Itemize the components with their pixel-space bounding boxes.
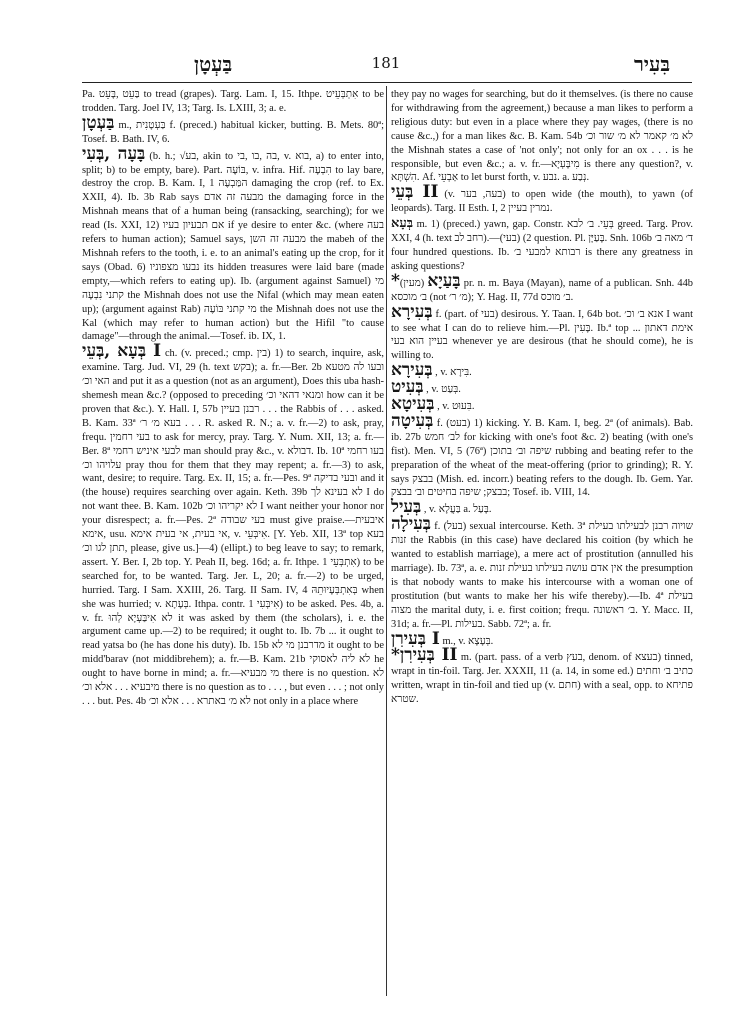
page-number: 181 xyxy=(371,54,401,72)
dictionary-entry xyxy=(391,410,694,500)
dictionary-entry xyxy=(82,341,385,709)
entry-headword: בְּעִיט xyxy=(391,377,424,398)
left-column xyxy=(82,88,384,710)
entry-headword: בְּעָא ,בְּעֵי I xyxy=(82,341,162,362)
entry-headword: בְּעִירָא xyxy=(391,301,433,322)
dictionary-entry xyxy=(391,514,694,631)
dictionary-entry xyxy=(391,377,693,398)
entry-headword: בְּעֵי II xyxy=(391,182,439,203)
entry-headword: בְּעִילָה xyxy=(391,514,432,535)
dictionary-entry xyxy=(391,182,693,216)
entry-text: m. (part. pass. of a verb בעץ, denom. of בעצא) tinned, wrapt in tin-foil. Targ. Jer. XXXII, 11 (a. 14, in some ed.) כתיב ב׳ וחתים written, wrapt in tin-foil and tied up (v. חתם) with a seal, opp. to פתיחא שטרא. xyxy=(391,652,693,706)
dictionary-entry xyxy=(82,88,384,116)
dictionary-entry xyxy=(391,394,693,415)
entry-text: f. (בעט) 1) kicking. Y. B. Kam. I, beg. 2ª (of animals). Bab. ib. 27b לב׳ חמש for kicking with one's foot &c. 2) beating (with one's fist). Men. VI, 5 (76ª) שיפה וב׳ בתוכן rubbing and beating refer to the preparation of the wheat of the meat-offering (prior to grinding); R. Y. says בבצק (Mish. ed. incorr.) beating refers to the dough. Ib. Gem. Yar. בבצק; שיפה בחיטים וב׳ בבצק; Tosef. ib. VIII, 14. xyxy=(391,417,694,499)
entry-text: (מעין) pr. n. m. Baya (Mayan), name of a publican. Snh. 44b ב׳ מוכסא (not מ׳ ר׳); Y. Hag. II, 77d ב׳ מוכס. xyxy=(391,277,693,303)
entry-text: , v. בַּעֲלָא a. בָּעַל. xyxy=(423,504,492,516)
column-divider xyxy=(386,86,387,996)
entry-text: (b. h.; √בע, akin to בה ,בו ,בי, v. בוא, a) to enter into, split; b) to be empty, bare). Part. בּוֹעֶה, v. infra. Hif. הִבְעָה to lay bare, destroy the crop. B. Kam. I, 1 המַּבְעֶה damaging the crop (ref. to Ex. XXII, 4). Ib. 3b Rab says מבעה זה אדם the damaging force in the Mishnah means that of a human being (ransacking, searching); for we read (Is. XXI, 12) אם תבעיון בעיו if ye desire to enter &c. (where בעה refers to human action); Samuel says, מבעה זה השן the mabeh of the Mishnah refers to the tooth, i. e. to an animal's eating up the crop, for it says (Obad. 6) נבעו מצפוניו its hidden treasures were laid bare (made empty,—which refers to eating up). Ib. (argument against Samuel) מי קתני נִבְעָה the Mishnah does not use the Nifal (which may mean eaten up); (argument against Rab) מי קתני בּוֹעֶה the Mishnah does not use the Kal (which may refer to human action) but the Hifil "to cause damage"—through the animal.—Tosef. ib. IX, 1. xyxy=(82,150,385,343)
entry-text: , v. בִּעוּט. xyxy=(437,401,475,413)
dictionary-entry xyxy=(391,88,693,185)
entry-text: m. 1) (preced.) yawn, gap. Constr. בְּעֵי. ב׳ לבא greed. Targ. Prov. XXI, 4 (h. text רחב לב).—2) (בעי) question. Pl. בָּעַיָּן. Snh. 106b ד׳ מאה ב׳ four hundred questions. Ib. רבותא למבעי ב׳ is there any greatness in asking questions? xyxy=(391,219,694,272)
entry-text: Pa. בַּעֵט ,בָּעֵט to tread (grapes). Targ. Lam. I, 15. Ithpe. אִתְבְּעֵיט to be trodden. Targ. Joel IV, 13; Targ. Is. LXIII, 3; a. e. xyxy=(82,89,384,114)
page-header xyxy=(82,52,690,76)
entry-text: , v. בְּעַט. xyxy=(426,384,461,396)
dictionary-entry xyxy=(391,497,693,518)
entry-text: m., v. בְּעָצָא. xyxy=(442,635,494,647)
dictionary-entry xyxy=(82,112,384,147)
entry-headword: בָּעָה ,בְּעִי xyxy=(82,143,146,164)
entry-headword: בְּעָא xyxy=(391,216,413,232)
entry-text: , v. בִּירָא. xyxy=(435,367,472,379)
entry-headword: בְּעִיטָא xyxy=(391,394,435,415)
entry-headword: בְּעִירָא xyxy=(391,360,433,381)
entry-headword: בְּעִיל xyxy=(391,497,422,518)
entry-headword: בְּעִיטָה xyxy=(391,410,434,431)
right-column xyxy=(391,88,693,708)
header-rule xyxy=(82,82,692,83)
entry-headword: *בָּעַיָא xyxy=(391,270,461,291)
entry-text: ch. (v. preced.; cmp. בין) 1) to search, inquire, ask, examine. Targ. Jud. VI, 29 (h. text בקש); a. fr.—Ber. 2b ובעו לה מטעא האי וכ׳ and put it as a question (not as an argument), Does this uba hash-shemesh mean &c.? (opposed to preceding ומנאי דהאי וכ׳ how can it be proven that &c.). Y. Hall. I, 57b רבנן בעיין . . . the Rabbis of . . . asked. B. Kam. 33ª בעא מ׳ ר׳ . . . R. asked R. N.; a. v. fr.—2) to ask, pray, frequ. בעי רחמין to ask for mercy, pray. Targ. Y. Num. XII, 13; a. fr.—Ber. 8ª לבעי איניש רחמי man should pray &c., v. דבולא. Ib. 10ª בעו רחמי עלויהו וכ׳ pray thou for them that they may repent; a. fr.—3) to ask, want, desire; to require. Targ. Ex. II, 15; a. fr.—Pes. 9ª ובעי בדיקה and it (the house) requires searching over again. Keth. 39b לא בעינא לך I do not want thee. B. Kam. 102b לא יקריהו וכ׳ I want neither your honor nor your disrespect; a. fr.—Pes. 2ª בעי שבודה must give praise.—איבעית אימא, usu. אי בעית, אי בעית אימא, v. אִיבְּעֵי. [Y. Yeb. XII, 13ª top בעא תתן לגו וכ׳, please, give us.]—4) (ellipt.) to beg leave to say; to remark, assert. Y. Ber. I, 2b top. Y. Peah II, beg. 16d; a. fr. Ithpe. אִתְבְּעֵי 1) to be searched for, to be wanted. Targ. Jer. L, 20; a. fr.—2) to be urged, hurried. Targ. I Sam. XXIII, 26. Targ. II Sam. IV, 4 בְּאִתְבְּעָיוּתֵהּ when she was hurried; v. בְּעָתָא. Ithpa. contr. אִיבְּעִי 1) to be asked. Pes. 4b, a. v. fr. לא אִיבַּעְיָא לְהוּ it was asked by them (the scholars), i. e. the argument came up.—2) to be required; it ought to. Ib. 7b ... it ought to read yatsa bo (he has done his duty). Ib. 15b מדרבנן מי לא it ought to be midd'barav (not middibrehem); a. fr.—B. Kam. 21b לא ליה לאסוקי he ought to have borne in mind; a. fr.—מי מבעיא there is no question. לא מיבעיא . . . אלא וכ׳ there is no question as to . . . , but even . . . ; not only . . . but. Pes. 4b לא מ׳ באתרא . . . אלא וכ׳ not only in a place where xyxy=(82,348,385,707)
dictionary-entry xyxy=(391,301,694,364)
entry-text: they pay no wages for searching, but do it themselves. (is there no cause for withdrawing from the agreement,) because a man likes to perform a religious duty: but even in a place where they pay wages, (there is no cause &c.,) for a man likes &c. B. Kam. 54b לא מ׳ קאמר לא מ׳ שור וכ׳ the Mishnah states a case of 'not only'; not only for an ox . . . is he responsible, but even &c.; a. v. fr.—מִיבָּעְיָא is there any question?, v. הִשְׁתָּא. Af. אַבְעֵי to let burst forth, v. נבע. a. נְבַע. xyxy=(391,89,694,184)
right-running-headword: בִּעִיר xyxy=(633,52,670,76)
dictionary-entry xyxy=(391,217,693,274)
entry-headword: בַּעְטָן xyxy=(82,112,115,133)
dictionary-entry xyxy=(82,143,385,345)
dictionary-entry xyxy=(391,270,693,305)
dictionary-entry xyxy=(391,645,693,707)
left-running-headword: בַּעְטָן xyxy=(194,52,233,76)
entry-text: f. (בעל) sexual intercourse. Keth. 3ª שויוה רבנן לבעילתו בעילת זנות the Rabbis (in this case) have declared his coition (by which he wanted to establish marriage), a mere act of prostitution (annulled his marriage). Ib. 73ª, a. e. אין אדם עושה בעילתו בעילת זנות the presumption is that nobody wants to make his intercourse with a woman one of prostitution (but wants to make her his wife thereby).—Ib. 4ª בעילת מצוה the marital duty, i. e. first coition; frequ. ב׳ ראשונה. Y. Macc. II, 31d; a. fr.—Pl. בעילות. Sabb. 72ª; a. fr. xyxy=(391,521,694,630)
dictionary-entry xyxy=(391,360,693,381)
entry-headword: בְּעִירִן I xyxy=(391,628,440,649)
entry-text: m., בַּעְטָנִית f. (preced.) habitual kicker, butting. B. Mets. 80ª; Tosef. B. Bath. IV, 6. xyxy=(82,119,384,145)
entry-text: f. (part. of בעי) desirous. Y. Taan. I, 64b bot. אנא ב׳ וכ׳ I want to see what I can do to relieve him.—Pl. בָּעִין. Ib.ª top ... אימת דאתון בעיין הוא בעי whenever ye are desirous (that he should come), he is willing to. xyxy=(391,308,694,362)
entry-headword: *בְּעִירִן II xyxy=(391,645,458,666)
entry-text: (v. בעה, בער) to open wide (the mouth), to yawn (of leopards). Targ. II Esth. I, 2 נמרין בעיין. xyxy=(391,189,693,215)
